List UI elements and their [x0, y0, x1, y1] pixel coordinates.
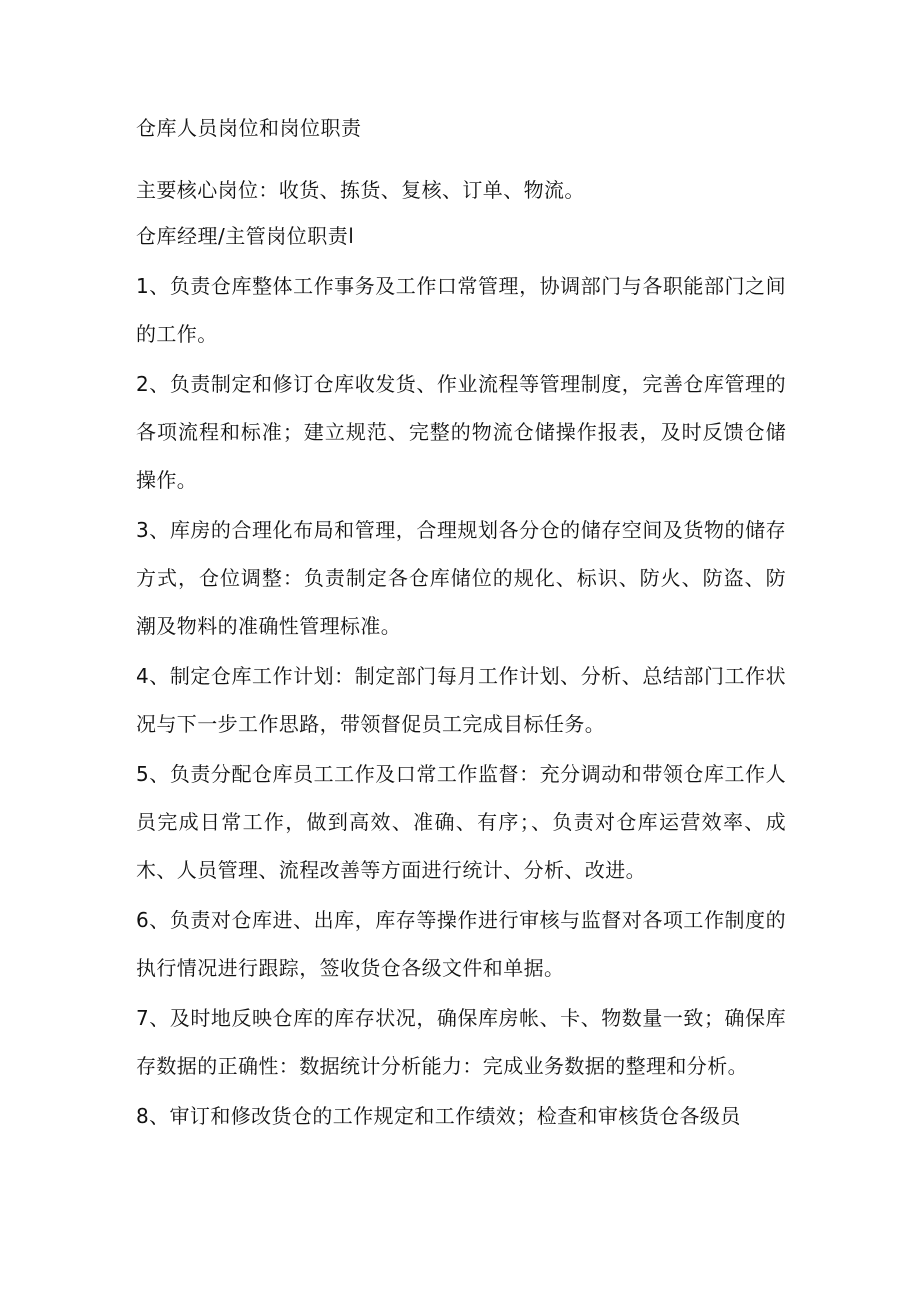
duty-item: 3、库房的合理化布局和管理，合理规划各分仓的储存空间及货物的储存方式，仓位调整：负责制定各仓库储位的规化、标识、防火、防盗、防潮及物料的准确性管理标准。 [136, 518, 786, 638]
section-title: 仓库经理/主管岗位职责l [136, 224, 355, 248]
duty-item: 2、负责制定和修订仓库收发货、作业流程等管理制度，完善仓库管理的各项流程和标准；建立规范、完整的物流仓储操作报表，及时反馈仓储操作。 [136, 372, 786, 492]
duty-item: 6、负责对仓库进、出库，库存等操作进行审核与监督对各项工作制度的执行情况进行跟踪，签收货仓各级文件和单据。 [136, 908, 786, 980]
duty-item: 8、审订和修改货仓的工作规定和工作绩效；检查和审核货仓各级员 [136, 1104, 741, 1128]
core-positions-line: 主要核心岗位：收货、拣货、复核、订单、物流。 [136, 178, 585, 202]
duty-item: 5、负责分配仓库员工工作及口常工作监督：充分调动和带领仓库工作人员完成日常工作，做到高效、准确、有序；、负责对仓库运营效率、成木、人员管理、流程改善等方面进行统计、分析、改进。 [136, 762, 786, 882]
document-title: 仓库人员岗位和岗位职责 [136, 116, 362, 140]
duty-item: 1、负责仓库整体工作事务及工作口常管理，协调部门与各职能部门之间的工作。 [136, 274, 786, 346]
duty-item: 4、制定仓库工作计划：制定部门每月工作计划、分析、总结部门工作状况与下一步工作思路，带领督促员工完成目标任务。 [136, 664, 786, 736]
duty-item: 7、及时地反映仓库的库存状况，确保库房帐、卡、物数量一致；确保库存数据的正确性：数据统计分析能力：完成业务数据的整理和分析。 [136, 1006, 786, 1078]
document-page [136, 112, 786, 1142]
